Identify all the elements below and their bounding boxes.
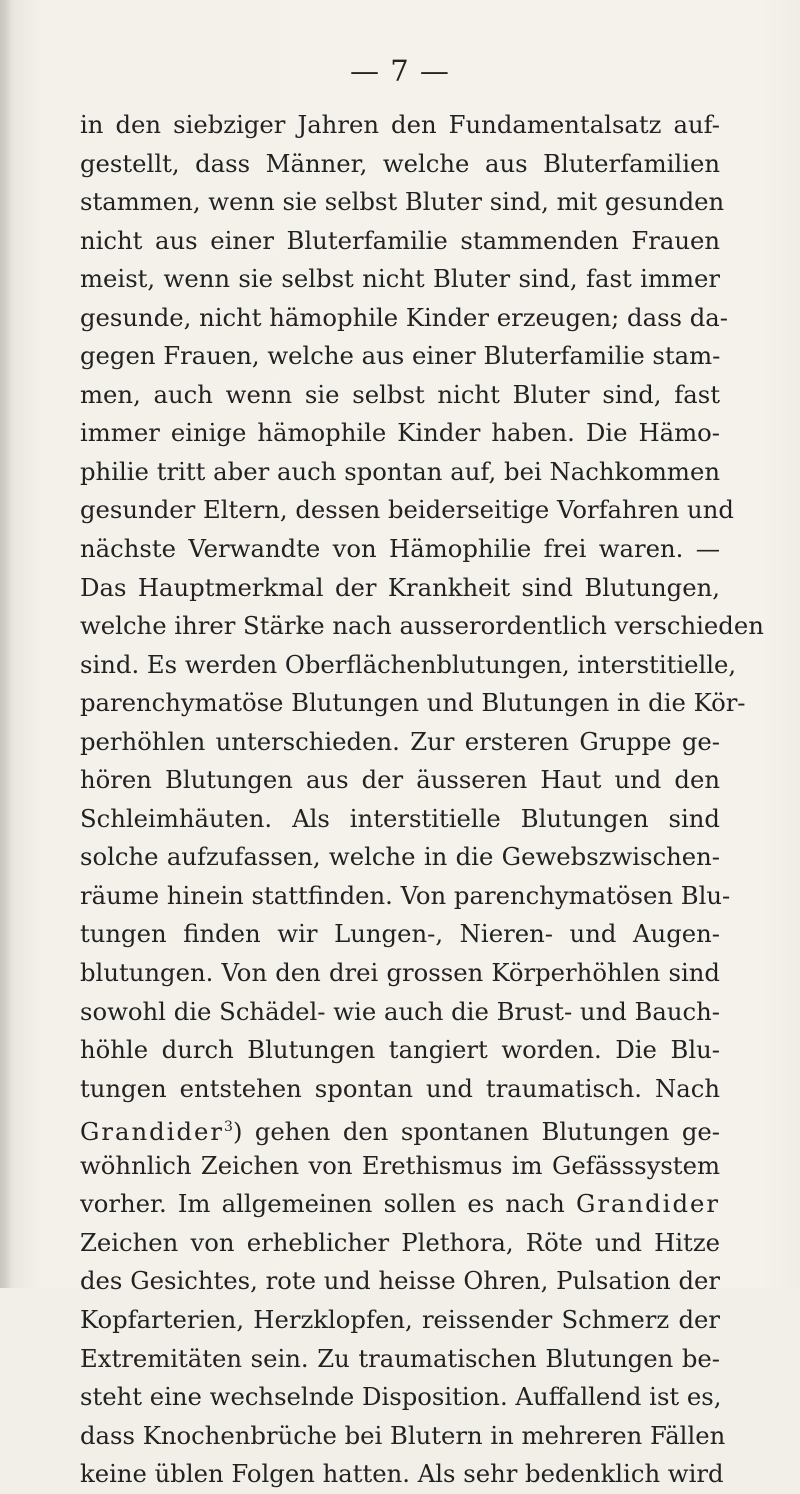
text-line: nicht aus einer Bluterfamilie stammenden Frauen (80, 225, 720, 255)
text-fragment: ) gehen den spontanen Blutungen ge- (232, 1117, 720, 1147)
footnote-marker: 3 (224, 1119, 233, 1136)
text-line: gegen Frauen, welche aus einer Bluterfamilie stam- (80, 341, 721, 371)
text-line: solche aufzufassen, welche in die Gewebszwischen- (80, 842, 720, 872)
text-line (80, 1108, 720, 1147)
text-line: Das Hauptmerkmal der Krankheit sind Blutungen, (80, 572, 720, 602)
text-line: Extremitäten sein. Zu traumatischen Blutungen be- (80, 1343, 720, 1373)
text-line: parenchymatöse Blutungen und Blutungen in die Kör- (80, 688, 746, 718)
spine-shadow (0, 0, 12, 1288)
text-line: höhle durch Blutungen tangiert worden. Die Blu- (80, 1035, 720, 1065)
text-line: welche ihrer Stärke nach ausserordentlich verschieden (80, 611, 764, 641)
text-line: philie tritt aber auch spontan auf, bei Nachkommen (80, 456, 720, 486)
page-number: — 7 — (350, 54, 450, 88)
author-name: Grandider (80, 1117, 225, 1147)
text-line: hören Blutungen aus der äusseren Haut und den (80, 765, 720, 795)
text-line: meist, wenn sie selbst nicht Bluter sind, fast immer (80, 264, 720, 294)
text-line: des Gesichtes, rote und heisse Ohren, Pulsation der (80, 1266, 720, 1296)
body-text (80, 106, 764, 1494)
text-line: perhöhlen unterschieden. Zur ersteren Gruppe ge- (80, 726, 720, 756)
text-line: keine üblen Folgen hatten. Als sehr bedenklich wird (80, 1459, 724, 1489)
text-line: tungen finden wir Lungen-, Nieren- und Augen- (80, 919, 720, 949)
text-line: nächste Verwandte von Hämophilie frei waren. — (80, 534, 720, 564)
text-line: steht eine wechselnde Disposition. Auffallend ist es, (80, 1382, 722, 1412)
text-line: sind. Es werden Oberflächenblutungen, interstitielle, (80, 649, 737, 679)
text-line: dass Knochenbrüche bei Blutern in mehreren Fällen (80, 1420, 726, 1450)
text-line: Zeichen von erheblicher Plethora, Röte und Hitze (80, 1227, 720, 1257)
text-line: blutungen. Von den drei grossen Körperhöhlen sind (80, 958, 720, 988)
text-line: Kopfarterien, Herzklopfen, reissender Schmerz der (80, 1304, 720, 1334)
text-line: gestellt, dass Männer, welche aus Bluterfamilien (80, 148, 720, 178)
text-line: räume hinein stattfinden. Von parenchymatösen Blu- (80, 880, 731, 910)
text-line: sowohl die Schädel- wie auch die Brust- und Bauch- (80, 996, 720, 1026)
text-fragment: vorher. Im allgemeinen sollen es nach (80, 1189, 576, 1219)
text-line: in den siebziger Jahren den Fundamentalsatz auf- (80, 110, 720, 139)
author-name: Grandider (575, 1189, 720, 1219)
text-line: tungen entstehen spontan und traumatisch. Nach (80, 1073, 720, 1103)
text-line: gesunder Eltern, dessen beiderseitige Vorfahren und (80, 495, 734, 525)
text-line: Schleimhäuten. Als interstitielle Blutungen sind (80, 803, 720, 833)
text-line: stammen, wenn sie selbst Bluter sind, mit gesunden (80, 187, 725, 217)
text-line: men, auch wenn sie selbst nicht Bluter sind, fast (80, 379, 720, 409)
text-line: gesunde, nicht hämophile Kinder erzeugen; dass da- (80, 302, 728, 332)
text-line: immer einige hämophile Kinder haben. Die Hämo- (80, 418, 720, 448)
text-line (80, 1185, 720, 1224)
text-line: wöhnlich Zeichen von Erethismus im Gefässsystem (80, 1150, 720, 1180)
